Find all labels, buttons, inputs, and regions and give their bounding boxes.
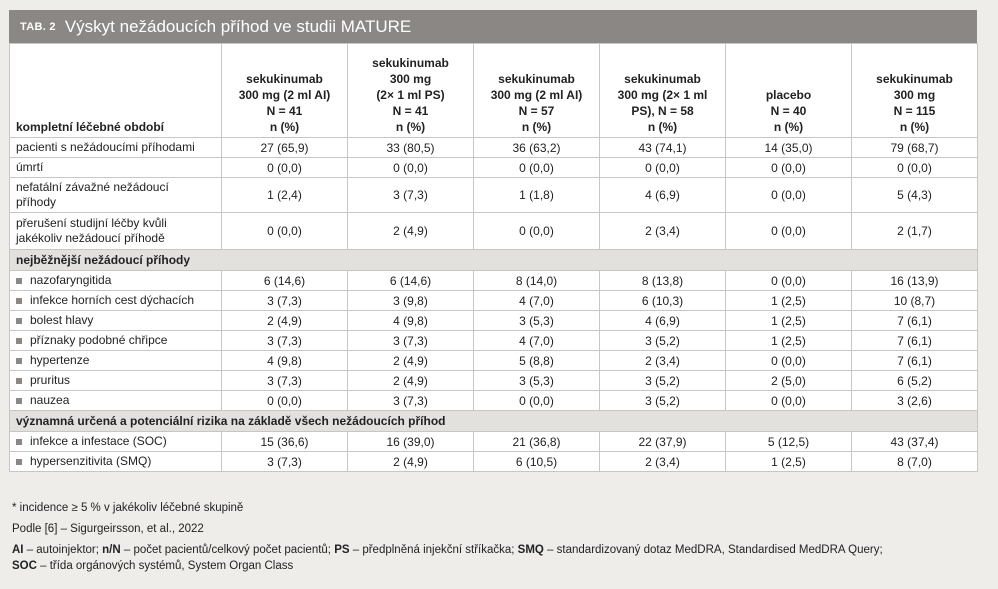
value-cell: 0 (0,0) (474, 213, 600, 250)
row-label: nauzea (10, 391, 222, 411)
value-cell: 2 (3,4) (600, 452, 726, 472)
value-cell: 2 (4,9) (222, 311, 348, 331)
abbreviation-definition: – standardizovaný dotaz MedDRA, Standardised MedDRA Query; (543, 544, 883, 556)
value-cell: 0 (0,0) (474, 391, 600, 411)
value-cell: 0 (0,0) (726, 391, 852, 411)
bullet-square-icon (16, 298, 22, 304)
section-heading: významná určená a potenciální rizika na základě všech nežádoucích příhod (10, 411, 978, 432)
row-label: pruritus (10, 371, 222, 391)
row-label: pacienti s nežádoucími příhodami (10, 138, 222, 158)
row-label: hypertenze (10, 351, 222, 371)
table-row (10, 213, 978, 250)
value-cell: 16 (39,0) (348, 432, 474, 452)
row-label: nazofaryngitida (10, 271, 222, 291)
bullet-square-icon (16, 278, 22, 284)
value-cell: 7 (6,1) (852, 311, 978, 331)
column-header: sekukinumab 300 mg (2 ml AI) N = 41 n (%) (222, 44, 348, 138)
row-label: nefatální závažné nežádoucí příhody (10, 178, 222, 213)
value-cell: 0 (0,0) (726, 213, 852, 250)
table-row (10, 311, 978, 331)
abbreviation-term: n/N (102, 544, 121, 556)
value-cell: 2 (4,9) (348, 371, 474, 391)
value-cell: 14 (35,0) (726, 138, 852, 158)
table-row (10, 138, 978, 158)
note-incidence: * incidence ≥ 5 % v jakékoliv léčebné skupině (12, 502, 244, 514)
note-abbreviations-cont (12, 558, 982, 574)
row-label: hypersenzitivita (SMQ) (10, 452, 222, 472)
table-row (10, 291, 978, 311)
value-cell: 6 (14,6) (222, 271, 348, 291)
value-cell: 3 (7,3) (222, 371, 348, 391)
value-cell: 3 (7,3) (348, 391, 474, 411)
value-cell: 3 (2,6) (852, 391, 978, 411)
row-label: přerušení studijní léčby kvůli jakékoliv nežádoucí příhodě (10, 213, 222, 250)
abbreviation-term: PS (334, 544, 350, 556)
value-cell: 22 (37,9) (600, 432, 726, 452)
table-row (10, 351, 978, 371)
value-cell: 7 (6,1) (852, 351, 978, 371)
abbreviation-definition: – třída orgánových systémů, System Organ Class (36, 560, 294, 572)
table-title: Výskyt nežádoucích příhod ve studii MATURE (64, 16, 412, 36)
value-cell: 8 (14,0) (474, 271, 600, 291)
value-cell: 1 (2,5) (726, 452, 852, 472)
bullet-square-icon (16, 398, 22, 404)
value-cell: 0 (0,0) (222, 213, 348, 250)
value-cell: 3 (5,2) (600, 331, 726, 351)
column-header: sekukinumab 300 mg (2× 1 ml PS) N = 41 n (%) (348, 44, 474, 138)
value-cell: 36 (63,2) (474, 138, 600, 158)
value-cell: 1 (2,4) (222, 178, 348, 213)
value-cell: 0 (0,0) (348, 158, 474, 178)
value-cell: 2 (4,9) (348, 213, 474, 250)
value-cell: 3 (7,3) (348, 178, 474, 213)
value-cell: 4 (9,8) (222, 351, 348, 371)
table-row (10, 331, 978, 351)
value-cell: 10 (8,7) (852, 291, 978, 311)
value-cell: 2 (4,9) (348, 452, 474, 472)
value-cell: 79 (68,7) (852, 138, 978, 158)
value-cell: 15 (36,6) (222, 432, 348, 452)
value-cell: 3 (7,3) (348, 331, 474, 351)
value-cell: 6 (5,2) (852, 371, 978, 391)
value-cell: 0 (0,0) (852, 158, 978, 178)
abbreviation-definition: – autoinjektor; (23, 544, 103, 556)
value-cell: 0 (0,0) (726, 178, 852, 213)
value-cell: 27 (65,9) (222, 138, 348, 158)
abbreviation-term: SMQ (517, 544, 544, 556)
table-notes (12, 500, 982, 574)
value-cell: 0 (0,0) (222, 158, 348, 178)
bullet-square-icon (16, 378, 22, 384)
value-cell: 3 (5,2) (600, 391, 726, 411)
value-cell: 3 (7,3) (222, 452, 348, 472)
value-cell: 3 (7,3) (222, 291, 348, 311)
table-row (10, 178, 978, 213)
value-cell: 0 (0,0) (726, 271, 852, 291)
table-row (10, 391, 978, 411)
value-cell: 0 (0,0) (600, 158, 726, 178)
column-header: sekukinumab 300 mg N = 115 n (%) (852, 44, 978, 138)
section-row (10, 411, 978, 432)
value-cell: 0 (0,0) (474, 158, 600, 178)
value-cell: 0 (0,0) (222, 391, 348, 411)
value-cell: 2 (5,0) (726, 371, 852, 391)
value-cell: 6 (10,5) (474, 452, 600, 472)
column-header-period: kompletní léčebné období (10, 44, 222, 138)
abbreviation-term: SOC (12, 560, 37, 572)
value-cell: 4 (7,0) (474, 331, 600, 351)
bullet-square-icon (16, 318, 22, 324)
section-heading: nejběžnější nežádoucí příhody (10, 250, 978, 271)
section-row (10, 250, 978, 271)
value-cell: 21 (36,8) (474, 432, 600, 452)
value-cell: 0 (0,0) (726, 158, 852, 178)
row-label: příznaky podobné chřipce (10, 331, 222, 351)
value-cell: 43 (74,1) (600, 138, 726, 158)
adverse-events-table (9, 43, 978, 472)
value-cell: 1 (1,8) (474, 178, 600, 213)
table-row (10, 371, 978, 391)
value-cell: 2 (3,4) (600, 351, 726, 371)
table-title-bar (9, 10, 977, 43)
value-cell: 8 (7,0) (852, 452, 978, 472)
bullet-square-icon (16, 459, 22, 465)
value-cell: 8 (13,8) (600, 271, 726, 291)
value-cell: 4 (9,8) (348, 311, 474, 331)
value-cell: 16 (13,9) (852, 271, 978, 291)
value-cell: 2 (3,4) (600, 213, 726, 250)
column-header: sekukinumab 300 mg (2 ml AI) N = 57 n (%) (474, 44, 600, 138)
abbreviation-definition: – předplněná injekční stříkačka; (349, 544, 518, 556)
value-cell: 5 (12,5) (726, 432, 852, 452)
bullet-square-icon (16, 358, 22, 364)
note-abbreviations (12, 542, 982, 558)
bullet-square-icon (16, 338, 22, 344)
value-cell: 33 (80,5) (348, 138, 474, 158)
row-label: bolest hlavy (10, 311, 222, 331)
value-cell: 4 (6,9) (600, 178, 726, 213)
value-cell: 1 (2,5) (726, 311, 852, 331)
value-cell: 5 (8,8) (474, 351, 600, 371)
note-source: Podle [6] – Sigurgeirsson, et al., 2022 (12, 523, 204, 535)
row-label: infekce horních cest dýchacích (10, 291, 222, 311)
abbreviation-term: AI (12, 544, 24, 556)
column-header: sekukinumab 300 mg (2× 1 ml PS), N = 58 n (%) (600, 44, 726, 138)
value-cell: 5 (4,3) (852, 178, 978, 213)
table-row (10, 452, 978, 472)
value-cell: 2 (1,7) (852, 213, 978, 250)
value-cell: 3 (9,8) (348, 291, 474, 311)
row-label: infekce a infestace (SOC) (10, 432, 222, 452)
value-cell: 4 (6,9) (600, 311, 726, 331)
header-row (10, 44, 978, 138)
table-row (10, 158, 978, 178)
row-label: úmrtí (10, 158, 222, 178)
value-cell: 6 (14,6) (348, 271, 474, 291)
value-cell: 3 (5,2) (600, 371, 726, 391)
value-cell: 3 (5,3) (474, 371, 600, 391)
value-cell: 43 (37,4) (852, 432, 978, 452)
bullet-square-icon (16, 439, 22, 445)
value-cell: 7 (6,1) (852, 331, 978, 351)
table-number: TAB. 2 (20, 20, 56, 33)
column-header: placebo N = 40 n (%) (726, 44, 852, 138)
table-row (10, 432, 978, 452)
value-cell: 3 (5,3) (474, 311, 600, 331)
value-cell: 4 (7,0) (474, 291, 600, 311)
value-cell: 2 (4,9) (348, 351, 474, 371)
value-cell: 0 (0,0) (726, 351, 852, 371)
value-cell: 6 (10,3) (600, 291, 726, 311)
abbreviation-definition: – počet pacientů/celkový počet pacientů; (120, 544, 335, 556)
value-cell: 1 (2,5) (726, 291, 852, 311)
table-row (10, 271, 978, 291)
value-cell: 1 (2,5) (726, 331, 852, 351)
value-cell: 3 (7,3) (222, 331, 348, 351)
